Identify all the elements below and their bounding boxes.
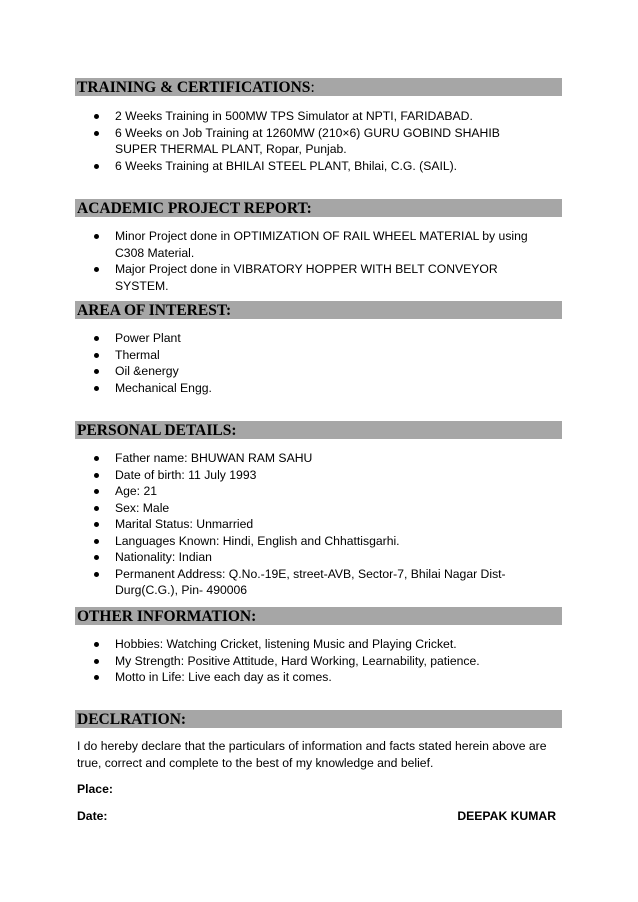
bullet-icon [94,572,99,577]
list-item: Major Project done in VIBRATORY HOPPER WITH BELT CONVEYOR SYSTEM. [0,261,540,294]
signature-name: DEEPAK KUMAR [457,809,556,823]
list-item: 2 Weeks Training in 500MW TPS Simulator at NPTI, FARIDABAD. [0,108,540,125]
interest-heading: AREA OF INTEREST: [75,301,562,319]
interest-list [0,330,540,396]
list-item: 6 Weeks on Job Training at 1260MW (210×6) GURU GOBIND SHAHIB SUPER THERMAL PLANT, Ropar, Punjab. [0,125,540,158]
bullet-icon [94,675,99,680]
bullet-icon [94,234,99,239]
list-item: Age: 21 [0,483,540,500]
list-item: Mechanical Engg. [0,380,540,397]
bullet-icon [94,386,99,391]
list-item: Power Plant [0,330,540,347]
bullet-icon [94,131,99,136]
list-item: Nationality: Indian [0,549,540,566]
training-list [0,108,540,174]
bullet-icon [94,456,99,461]
list-item: Permanent Address: Q.No.-19E, street-AVB, Sector-7, Bhilai Nagar Dist-Durg(C.G.), Pin- 490006 [0,566,540,599]
training-heading [75,78,562,96]
bullet-icon [94,539,99,544]
declaration-text: I do hereby declare that the particulars of information and facts stated herein above are true, correct and complete to the best of my knowledge and belief. [77,739,547,770]
bullet-icon [94,369,99,374]
bullet-icon [94,114,99,119]
training-heading-text: TRAINING & CERTIFICATIONS [77,79,311,96]
bullet-icon [94,659,99,664]
list-item: Languages Known: Hindi, English and Chhattisgarhi. [0,533,540,550]
list-item: My Strength: Positive Attitude, Hard Working, Learnability, patience. [0,653,540,670]
list-item: Thermal [0,347,540,364]
other-list [0,636,540,686]
bullet-icon [94,336,99,341]
bullet-icon [94,267,99,272]
list-item: Father name: BHUWAN RAM SAHU [0,450,540,467]
bullet-icon [94,353,99,358]
declaration-heading: DECLRATION: [75,710,562,728]
training-heading-colon: : [310,79,315,96]
list-item: Hobbies: Watching Cricket, listening Music and Playing Cricket. [0,636,540,653]
list-item: Motto in Life: Live each day as it comes. [0,669,540,686]
bullet-icon [94,555,99,560]
bullet-icon [94,642,99,647]
bullet-icon [94,164,99,169]
bullet-icon [94,522,99,527]
list-item: Minor Project done in OPTIMIZATION OF RAIL WHEEL MATERIAL by using C308 Material. [0,228,540,261]
list-item: Marital Status: Unmarried [0,516,540,533]
academic-heading: ACADEMIC PROJECT REPORT: [75,199,562,217]
bullet-icon [94,506,99,511]
other-heading: OTHER INFORMATION: [75,607,562,625]
academic-list [0,228,540,294]
list-item: Oil &energy [0,363,540,380]
place-label: Place: [77,782,113,796]
personal-heading: PERSONAL DETAILS: [75,421,562,439]
list-item: Sex: Male [0,500,540,517]
date-label: Date: [77,809,108,823]
bullet-icon [94,489,99,494]
list-item: 6 Weeks Training at BHILAI STEEL PLANT, Bhilai, C.G. (SAIL). [0,158,540,175]
list-item: Date of birth: 11 July 1993 [0,467,540,484]
personal-list [0,450,540,599]
bullet-icon [94,473,99,478]
